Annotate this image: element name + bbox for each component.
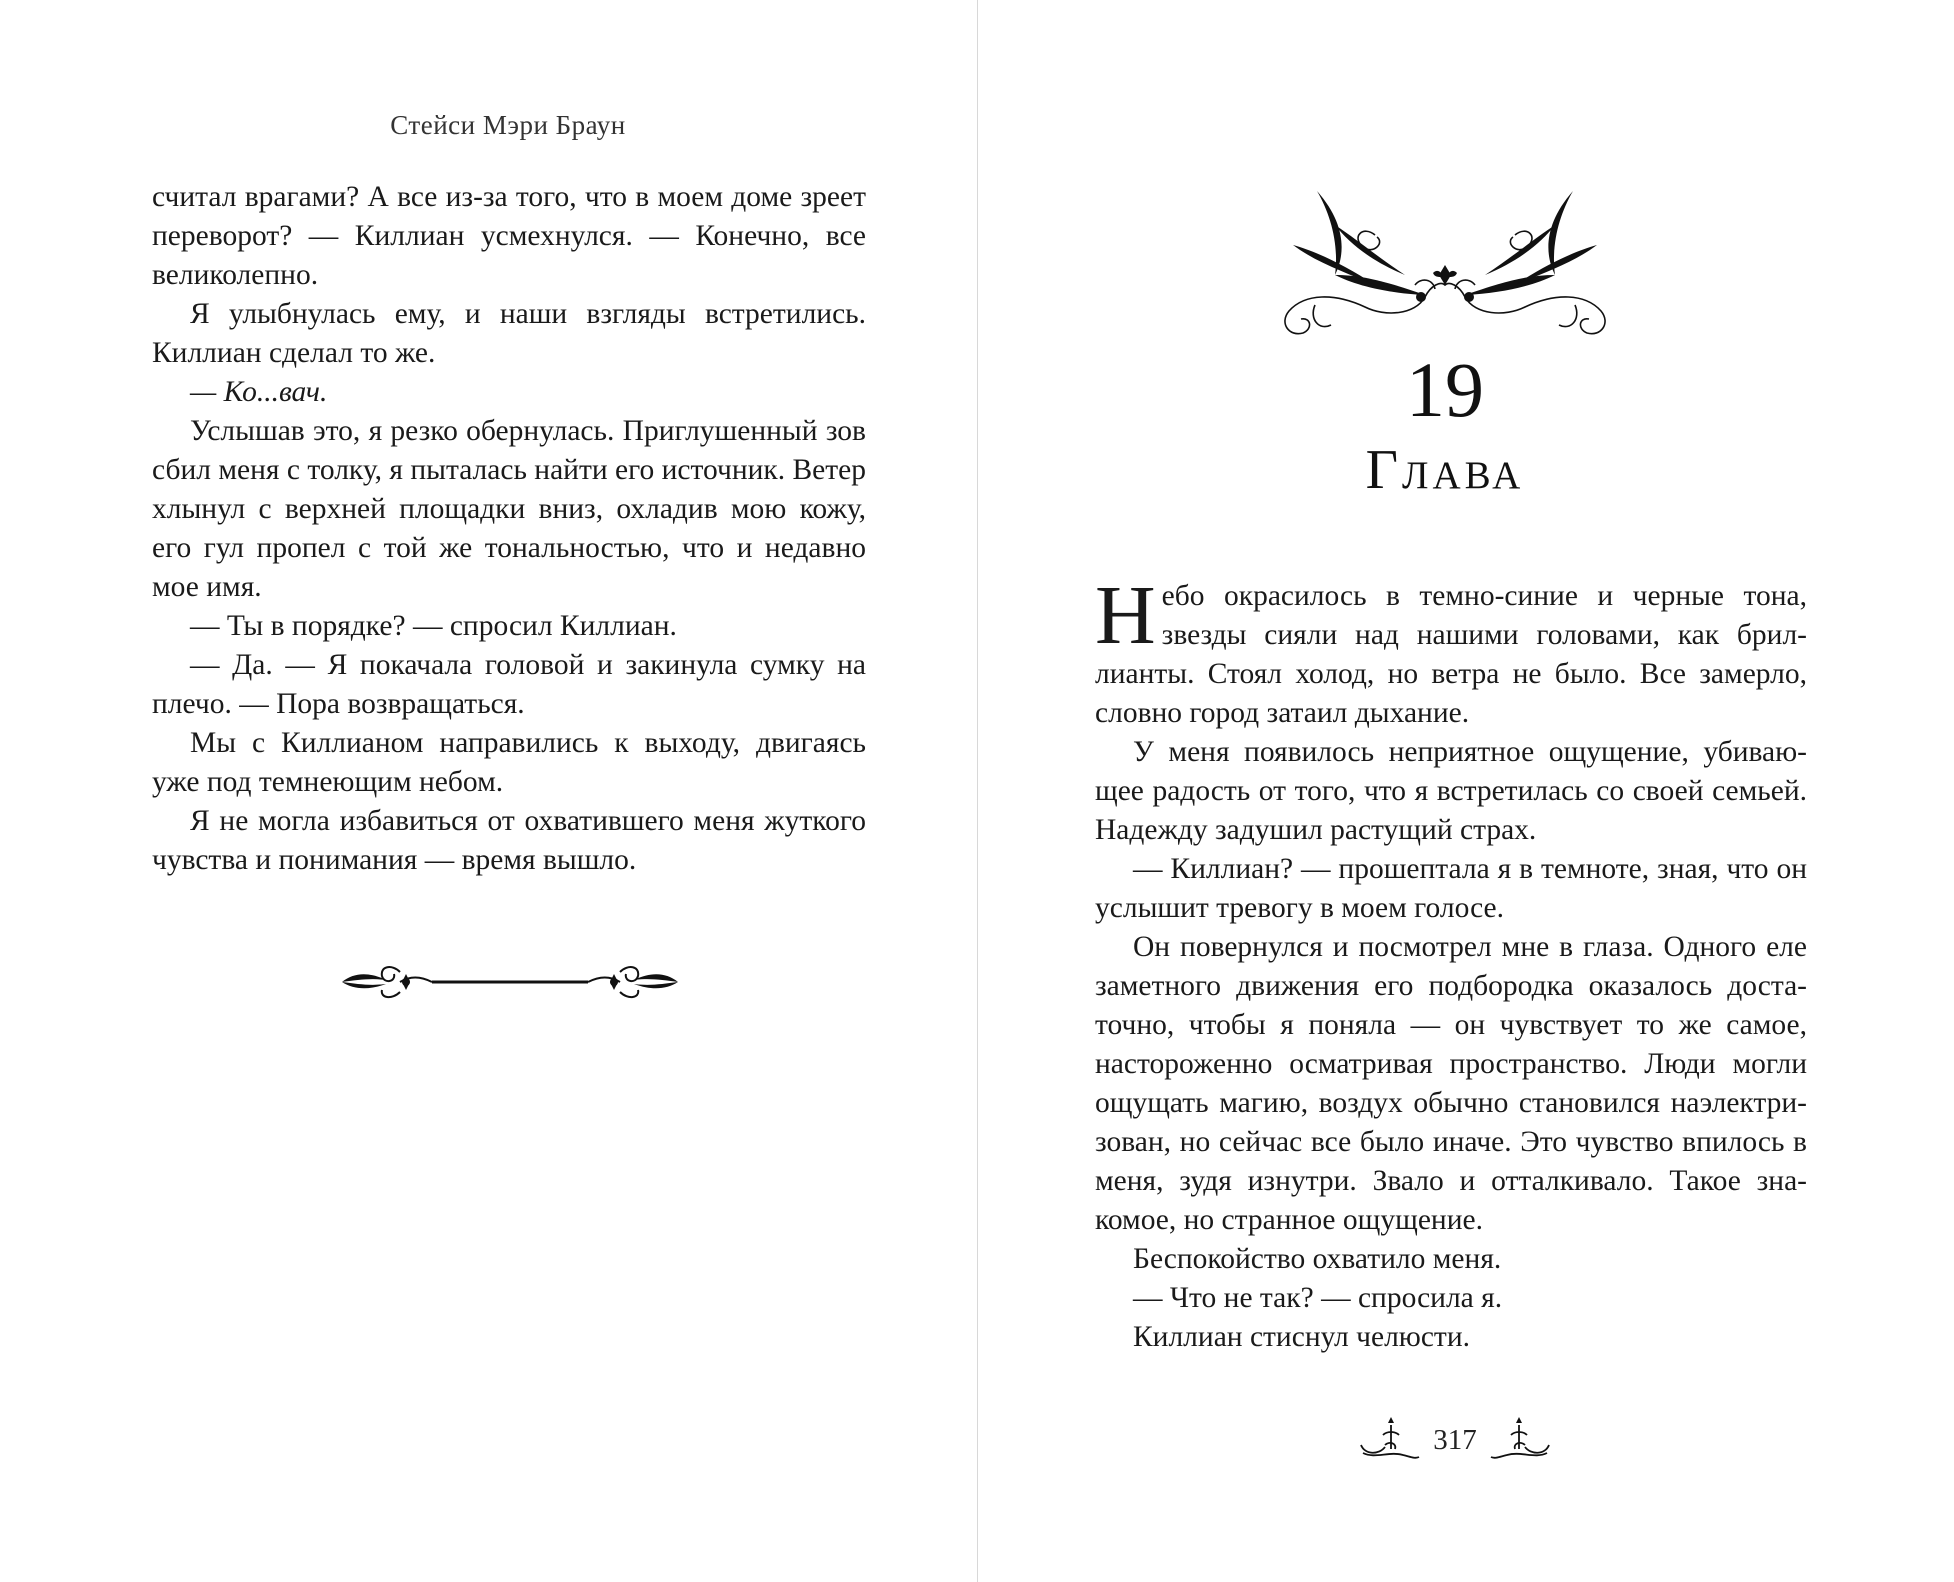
paragraph: Я улыбнулась ему, и наши взгляды встретились. Киллиан сделал то же. — [152, 298, 866, 369]
italic-text: — Ко...вач. — [190, 376, 328, 408]
right-page-text — [1095, 569, 1807, 1357]
chapter-number: 19 — [1406, 346, 1484, 433]
paragraph: Он повернулся и посмотрел мне в глаза. Одного еле заметного движения его подбородка оказалось достаточно, чтобы я поняла — он чувствует то же самое, настороженно осматривая пространство. Люди могли ощущать магию, воздух обычно становился наэлектризован, но сейчас все было иначе. Это чувство впилось в меня, зудя изнутри. Звало и отталкивало. Такое знакомое, но странное ощущение. — [1095, 931, 1807, 1236]
paragraph: — Что не так? — спросила я. — [1133, 1282, 1503, 1314]
opening-paragraph — [1095, 569, 1807, 733]
chapter-header-ornament — [1275, 185, 1615, 345]
page-number: 317 — [1433, 1424, 1477, 1456]
left-page-text — [152, 178, 866, 880]
paragraph: Я не могла избавиться от охватившего меня жуткого чувства и понимания — время вышло. — [152, 805, 866, 876]
paragraph: Киллиан стиснул челюсти. — [1133, 1321, 1470, 1353]
paragraph: У меня появилось неприятное ощущение, убивающее радость от того, что я встретилась со своей семьей. Надежду задушил растущий страх. — [1095, 736, 1807, 846]
paragraph — [152, 373, 866, 412]
running-head: Стейси Мэри Браун — [390, 110, 626, 140]
chapter-label: Глава — [1365, 439, 1525, 501]
section-divider-ornament — [340, 950, 680, 1010]
paragraph: Услышав это, я резко обернулась. Приглушенный зов сбил меня с толку, я пыталась найти его источник. Ветер хлынул с верхней площадки вниз, охладив мою кожу, его гул пропел с той же тональностью, что и недавно мое имя. — [152, 415, 866, 603]
paragraph: Мы с Киллианом направились к выходу, двигаясь уже под темнеющим небом. — [152, 727, 866, 798]
paragraph: — Киллиан? — прошептала я в темноте, зная, что он услышит тревогу в моем голосе. — [1095, 853, 1807, 924]
paragraph: считал врагами? А все из-за того, что в моем доме зреет переворот? — Киллиан усмехнулся. — Конечно, все великолепно. — [152, 181, 866, 291]
paragraph: Беспокойство охватило меня. — [1133, 1243, 1502, 1275]
opening-paragraph-text: ебо окрасилось в темно-синие и черные тона, звезды сияли над нашими головами, как бриллианты. Стоял холод, но ветра не было. Все замерло, словно город затаил дыхание. — [1095, 580, 1807, 729]
paragraph: — Да. — Я покачала головой и закинула сумку на плечо. — Пора возвращаться. — [152, 649, 866, 720]
drop-cap: Н — [1095, 569, 1156, 662]
paragraph: — Ты в порядке? — спросил Киллиан. — [190, 610, 677, 642]
